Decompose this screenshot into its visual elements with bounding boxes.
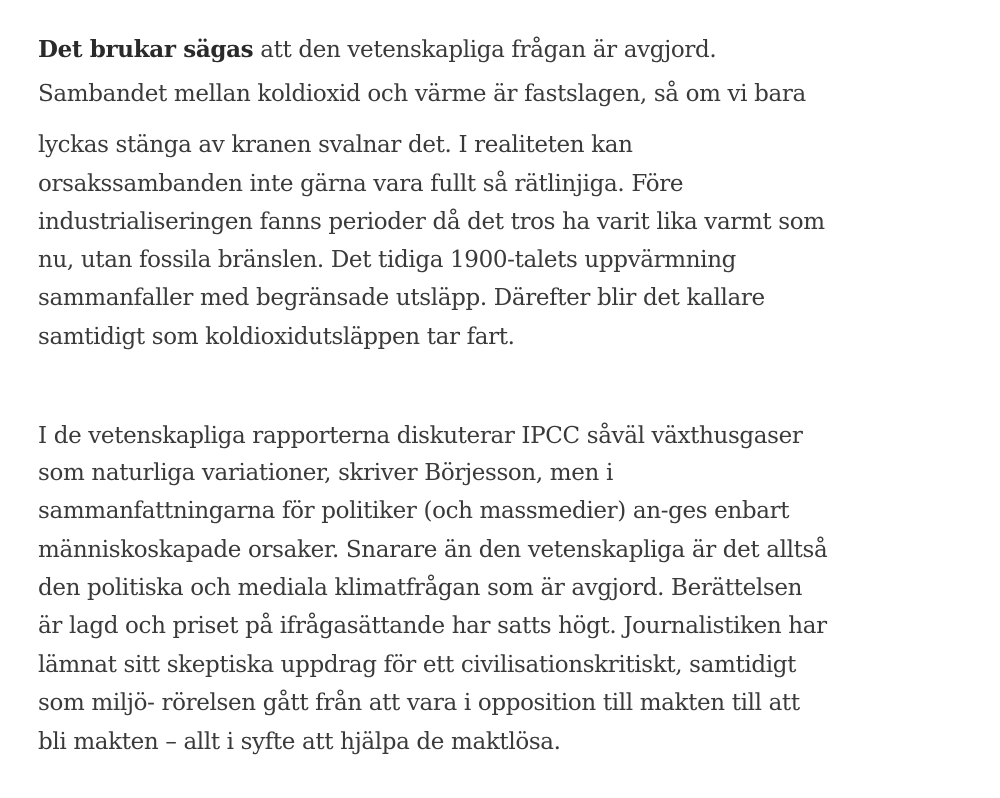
article-line: människoskapade orsaker. Snarare än den vetenskapliga är det alltså (38, 537, 828, 563)
article-line: Sambandet mellan koldioxid och värme är fastslagen, så om vi bara (38, 81, 806, 107)
article-line: är lagd och priset på ifrågasättande har satts högt. Journalistiken har (38, 613, 827, 639)
article-line (38, 36, 716, 63)
article-line: samtidigt som koldioxidutsläppen tar fart. (38, 324, 515, 350)
article-line: orsakssambanden inte gärna vara fullt så rätlinjiga. Före (38, 171, 684, 197)
article-line-text: att den vetenskapliga frågan är avgjord. (260, 37, 717, 63)
article-line: sammanfaller med begränsade utsläpp. Därefter blir det kallare (38, 285, 765, 311)
article-line: sammanfattningarna för politiker (och massmedier) an-ges enbart (38, 498, 790, 524)
article-line: den politiska och mediala klimatfrågan som är avgjord. Berättelsen (38, 575, 803, 601)
article-line: nu, utan fossila bränslen. Det tidiga 1900-talets uppvärmning (38, 247, 737, 273)
article-line: som naturliga variationer, skriver Börjesson, men i (38, 460, 613, 486)
article-line: som miljö- rörelsen gått från att vara i opposition till makten till att (38, 690, 800, 716)
article-line: I de vetenskapliga rapporterna diskuterar IPCC såväl växthusgaser (38, 423, 803, 449)
article-line: bli makten – allt i syfte att hjälpa de maktlösa. (38, 729, 561, 755)
article-line: industrialiseringen fanns perioder då det tros ha varit lika varmt som (38, 209, 825, 235)
article-line: lyckas stänga av kranen svalnar det. I realiteten kan (38, 132, 633, 158)
article-line: lämnat sitt skeptiska uppdrag för ett civilisationskritiskt, samtidigt (38, 652, 796, 678)
article-lead: Det brukar sägas (38, 36, 254, 63)
